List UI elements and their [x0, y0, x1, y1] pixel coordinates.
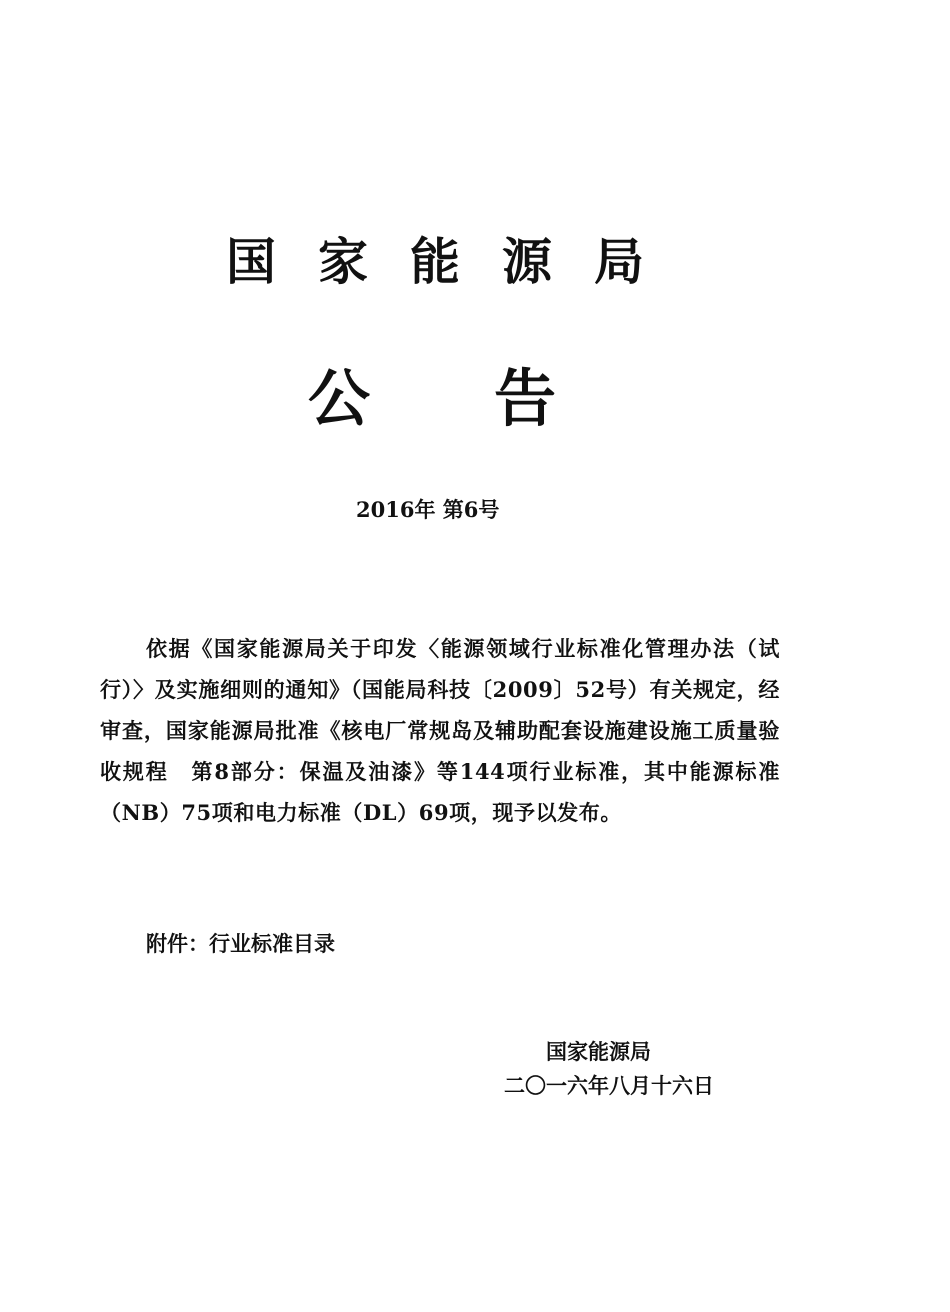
document-title: 公告: [308, 362, 681, 435]
attachment-note: 附件：行业标准目录: [146, 931, 335, 956]
issuing-authority-title: 国家能源局: [226, 232, 686, 291]
document-number: 2016年 第6号: [356, 497, 500, 522]
announcement-body: 依据《国家能源局关于印发〈能源领域行业标准化管理办法（试行）〉及实施细则的通知》（国能局科技〔2009〕52号）有关规定，经审查，国家能源局批准《核电厂常规岛及辅助配套设施建设施工质量验收规程 第8部分：保温及油漆》等144项行业标准，其中能源标准（NB）75项和电力标准（DL）69项，现予以发布。: [100, 636, 780, 825]
signature-date: 二〇一六年八月十六日: [504, 1073, 714, 1098]
signature-organization: 国家能源局: [546, 1039, 651, 1064]
